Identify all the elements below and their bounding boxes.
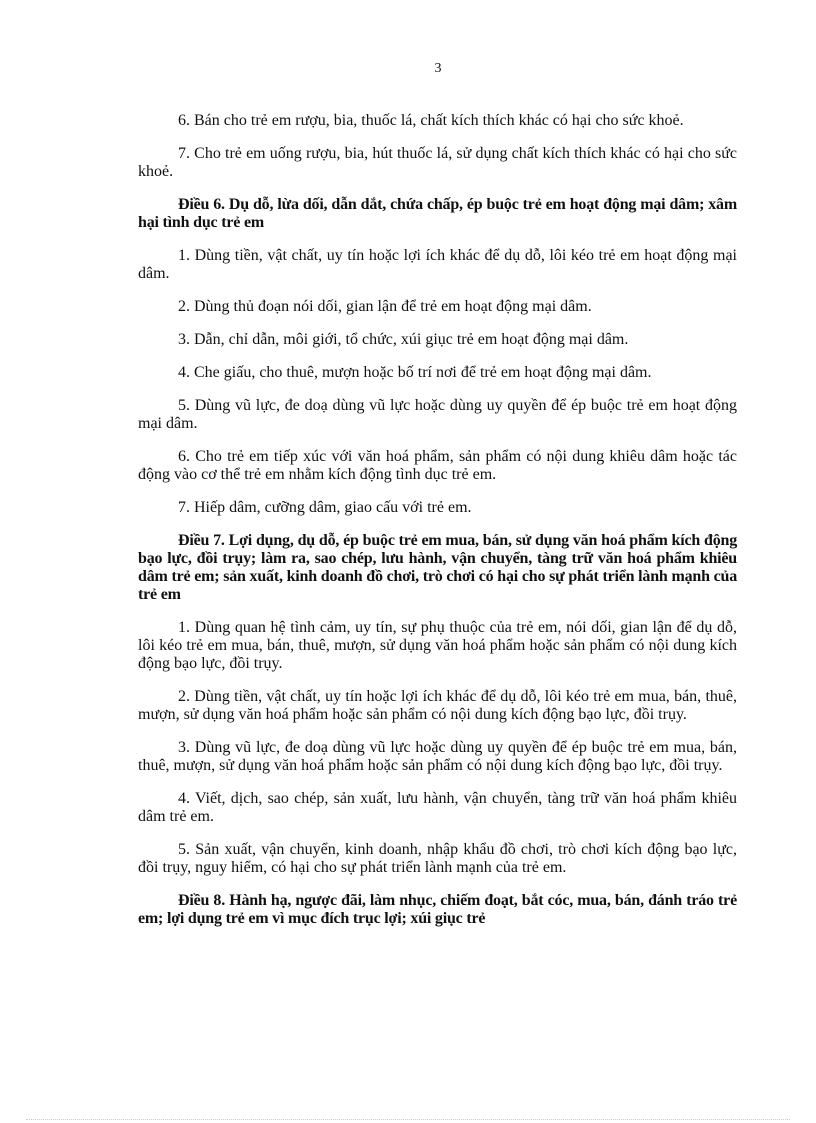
- page-bottom-divider: [26, 1119, 790, 1120]
- article-heading: [138, 892, 737, 928]
- article-number: Điều 8.: [178, 892, 226, 909]
- clause-paragraph: 3. Dùng vũ lực, đe doạ dùng vũ lực hoặc dùng uy quyền để ép buộc trẻ em mua, bán, thuê, mượn, sử dụng văn hoá phẩm hoặc sản phẩm có nội dung kích động bạo lực, đồi trụy.: [138, 739, 737, 774]
- clause-paragraph: 5. Sản xuất, vận chuyển, kinh doanh, nhập khẩu đồ chơi, trò chơi kích động bạo lực, đồi trụy, nguy hiểm, có hại cho sự phát triển lành mạnh của trẻ em.: [138, 841, 737, 876]
- page-number: 3: [434, 61, 442, 76]
- clause-paragraph: 2. Dùng thủ đoạn nói dối, gian lận để trẻ em hoạt động mại dâm.: [178, 298, 592, 315]
- article-number: Điều 7.: [178, 532, 225, 549]
- clause-paragraph: 4. Viết, dịch, sao chép, sản xuất, lưu hành, vận chuyển, tàng trữ văn hoá phẩm khiêu dâm trẻ em.: [138, 790, 737, 825]
- clause-paragraph: 7. Cho trẻ em uống rượu, bia, hút thuốc lá, sử dụng chất kích thích khác có hại cho sức khoẻ.: [138, 145, 737, 180]
- clause-paragraph: 1. Dùng quan hệ tình cảm, uy tín, sự phụ thuộc của trẻ em, nói dối, gian lận để dụ dỗ, lôi kéo trẻ em mua, bán, thuê, mượn, sử dụng văn hoá phẩm hoặc sản phẩm có nội dung kích động bạo lực, đồi trụy.: [138, 619, 737, 672]
- document-body: [138, 112, 737, 943]
- article-heading: [138, 196, 737, 232]
- clause-paragraph: 2. Dùng tiền, vật chất, uy tín hoặc lợi ích khác để dụ dỗ, lôi kéo trẻ em mua, bán, thuê, mượn, sử dụng văn hoá phẩm hoặc sản phẩm có nội dung kích động bạo lực, đồi trụy.: [138, 688, 737, 723]
- article-number: Điều 6.: [178, 196, 225, 213]
- clause-paragraph: 6. Bán cho trẻ em rượu, bia, thuốc lá, chất kích thích khác có hại cho sức khoẻ.: [178, 112, 684, 129]
- clause-paragraph: 1. Dùng tiền, vật chất, uy tín hoặc lợi ích khác để dụ dỗ, lôi kéo trẻ em hoạt động mại dâm.: [138, 247, 737, 282]
- clause-paragraph: 5. Dùng vũ lực, đe doạ dùng vũ lực hoặc dùng uy quyền để ép buộc trẻ em hoạt động mại dâm.: [138, 397, 737, 432]
- article-title: Lợi dụng, dụ dỗ, ép buộc trẻ em mua, bán, sử dụng văn hoá phẩm kích động bạo lực, đồi trụy; làm ra, sao chép, lưu hành, vận chuyển, tàng trữ văn hoá phẩm khiêu dâm trẻ em; sản xuất, kinh doanh đồ chơi, trò chơi có hại cho sự phát triển lành mạnh của trẻ em: [138, 532, 737, 603]
- clause-paragraph: 6. Cho trẻ em tiếp xúc với văn hoá phẩm, sản phẩm có nội dung khiêu dâm hoặc tác động vào cơ thể trẻ em nhằm kích động tình dục trẻ em.: [138, 448, 737, 483]
- article-title: Dụ dỗ, lừa dối, dẫn dắt, chứa chấp, ép buộc trẻ em hoạt động mại dâm; xâm hại tình dục trẻ em: [138, 196, 737, 231]
- article-heading: [138, 532, 737, 604]
- article-title: Hành hạ, ngược đãi, làm nhục, chiếm đoạt, bắt cóc, mua, bán, đánh tráo trẻ em; lợi dụng trẻ em vì mục đích trục lợi; xúi giục trẻ: [138, 892, 737, 927]
- clause-paragraph: 4. Che giấu, cho thuê, mượn hoặc bố trí nơi để trẻ em hoạt động mại dâm.: [178, 364, 652, 381]
- clause-paragraph: 3. Dẫn, chỉ dẫn, môi giới, tổ chức, xúi giục trẻ em hoạt động mại dâm.: [178, 331, 629, 348]
- clause-paragraph: 7. Hiếp dâm, cưỡng dâm, giao cấu với trẻ em.: [178, 499, 472, 516]
